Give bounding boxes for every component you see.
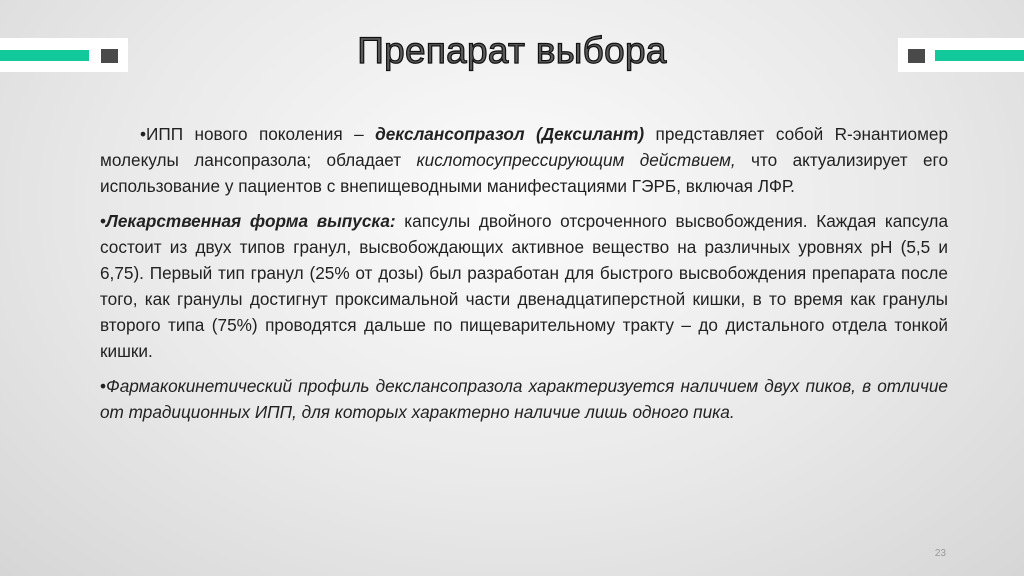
bullet-paragraph (100, 208, 948, 364)
text-run: • (100, 376, 107, 396)
text-run: Фармакокинетический профиль декслансопразола характеризуется наличием двух пиков, в отличие от традиционных ИПП, для которых характерно наличие лишь одного пика. (100, 376, 948, 422)
text-run: •ИПП нового поколения – (140, 124, 376, 144)
text-run: декслансопразол (Дексилант) (375, 124, 645, 144)
text-run: кислотосупрессирующим действием, (416, 150, 736, 170)
slide-title: Препарат выбора (357, 30, 667, 71)
text-run: Лекарственная форма выпуска: (106, 211, 396, 231)
slide-content (100, 121, 948, 434)
text-run: капсулы двойного отсроченного высвобождения. Каждая капсула состоит из двух типов гранул, высвобождающих активное вещество на различных уровнях pH (5,5 и 6,75). Первый тип гранул (25% от дозы) был разработан для быстрого высвобождения препарата после того, как гранулы достигнут проксимальной части двенадцатиперстной кишки, в то время как гранулы второго типа (75%) проводятся дальше по пищеварительному тракту – до дистального отдела тонкой кишки. (100, 211, 948, 361)
bullet-paragraph (100, 121, 948, 199)
text-run: • (100, 211, 107, 231)
bullet-paragraph (100, 373, 948, 425)
text-run: что актуализирует его использование у пациентов с внепищеводными манифестациями ГЭРБ, включая ЛФР. (100, 150, 949, 196)
text-run: представляет собой R-энантиомер молекулы лансопразола; обладает (100, 124, 949, 170)
page-number: 23 (934, 548, 946, 559)
